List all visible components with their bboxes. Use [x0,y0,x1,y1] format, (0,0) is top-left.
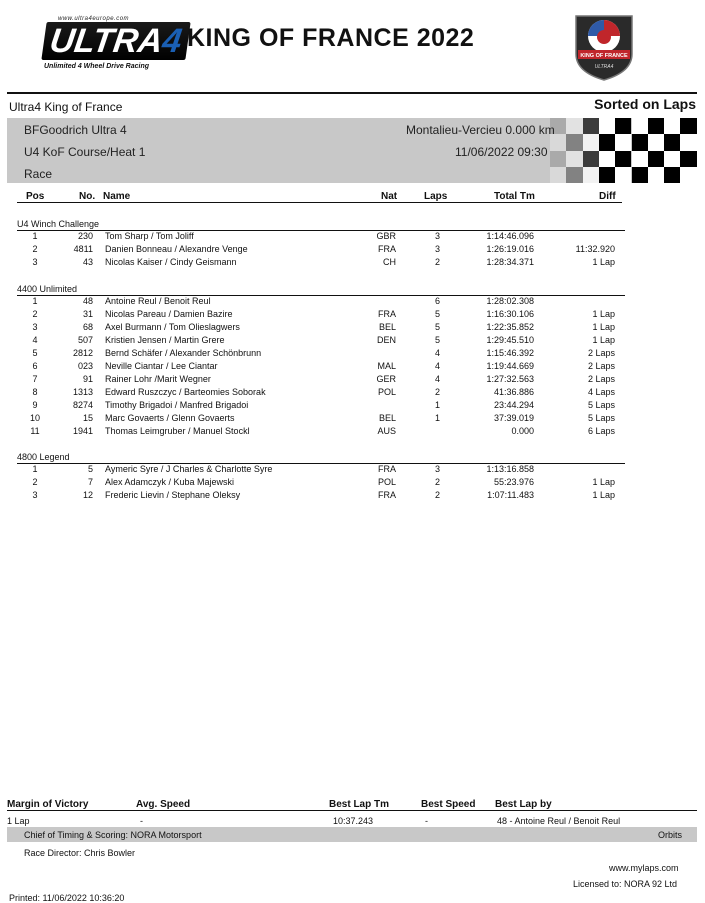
col-no: No. [79,191,96,202]
cell-total-time: 1:28:02.308 [486,296,534,306]
cell-total-time: 1:19:44.669 [486,361,534,371]
table-row [0,322,705,335]
cell-nat: FRA [378,490,396,500]
cell-pos: 3 [32,490,38,500]
table-row [0,374,705,387]
cell-laps: 1 [434,413,440,423]
cell-total-time: 55:23.976 [493,477,534,487]
cell-pos: 1 [32,231,38,241]
cell-diff: 1 Lap [592,257,615,267]
table-row [0,257,705,270]
table-row [0,231,705,244]
cell-pos: 10 [29,413,40,423]
cell-diff: 1 Lap [592,490,615,500]
cell-total-time: 1:15:46.392 [486,348,534,358]
v-best-speed: - [425,816,428,826]
cell-pos: 2 [32,309,38,319]
cell-total-time: 1:26:19.016 [486,244,534,254]
cell-nat: GER [376,374,396,384]
checkered-flag-icon [550,118,697,183]
cell-nat: DEN [376,335,396,345]
cell-number: 507 [77,335,93,345]
cell-laps: 4 [434,348,440,358]
v-best-lap-by: 48 - Antoine Reul / Benoit Reul [497,816,621,826]
cell-number: 1941 [72,426,93,436]
cell-name: Tom Sharp / Tom Joliff [105,231,194,241]
cell-total-time: 0.000 [511,426,534,436]
cell-pos: 11 [30,426,40,436]
cell-nat: FRA [378,309,396,319]
event-name: Ultra4 King of France [9,100,123,114]
cell-pos: 2 [32,477,38,487]
v-avg-speed: - [140,816,143,826]
cell-nat: MAL [377,361,396,371]
cell-pos: 9 [32,400,38,410]
cell-name: Timothy Brigadoi / Manfred Brigadoi [105,400,249,410]
table-row [0,490,705,503]
cell-number: 31 [82,309,93,319]
orbits-label: Orbits [658,830,683,840]
col-diff: Diff [599,191,616,202]
table-row [0,400,705,413]
logo-word: ULTRA [47,22,166,60]
cell-number: 68 [82,322,93,332]
col-name: Name [103,191,131,202]
cell-name: Rainer Lohr /Marit Wegner [105,374,211,384]
cell-total-time: 23:44.294 [493,400,534,410]
group-label: U4 Winch Challenge [17,219,100,229]
cell-total-time: 1:13:16.858 [486,464,534,474]
cell-number: 1313 [72,387,93,397]
cell-name: Danien Bonneau / Alexandre Venge [105,244,248,254]
cell-total-time: 37:39.019 [493,413,534,423]
cell-laps: 5 [434,309,440,319]
cell-nat: GBR [376,231,396,241]
cell-total-time: 1:22:35.852 [486,322,534,332]
cell-name: Alex Adamczyk / Kuba Majewski [105,477,235,487]
badge-sub: ULTRA4 [594,64,614,70]
chief-of-timing: Chief of Timing & Scoring: NORA Motorsport [24,830,202,840]
header-rule [7,92,697,94]
ultra4-logo [41,22,190,60]
col-nat: Nat [381,191,398,202]
cell-diff: 1 Lap [592,335,615,345]
cell-name: Axel Burmann / Tom Olieslagwers [105,322,240,332]
king-of-france-badge-icon [568,10,640,82]
v-best-lap: 10:37.243 [333,816,374,826]
cell-nat: POL [377,387,396,397]
cell-laps: 2 [434,387,440,397]
cell-pos: 3 [32,322,38,332]
badge-title: KING OF FRANCE [580,53,628,59]
cell-number: 4811 [73,244,93,254]
cell-diff: 1 Lap [592,477,615,487]
cell-number: 12 [82,490,93,500]
cell-pos: 6 [32,361,38,371]
group-label: 4800 Legend [17,452,70,462]
cell-number: 230 [77,231,93,241]
website: www.mylaps.com [609,863,679,873]
cell-laps: 5 [434,335,440,345]
cell-nat: POL [377,477,396,487]
table-row [0,296,705,309]
table-row [0,413,705,426]
cell-total-time: 41:36.886 [493,387,534,397]
cell-name: Bernd Schäfer / Alexander Schönbrunn [105,348,262,358]
cell-number: 2812 [72,348,93,358]
cell-laps: 2 [434,490,440,500]
cell-number: 7 [87,477,93,487]
table-row [0,348,705,361]
cell-name: Thomas Leimgruber / Manuel Stockl [105,426,250,436]
table-row [0,244,705,257]
cell-laps: 3 [434,464,440,474]
cell-name: Nicolas Kaiser / Cindy Geismann [105,257,237,267]
cell-name: Frederic Lievin / Stephane Oleksy [105,490,241,500]
cell-diff: 5 Laps [587,400,615,410]
cell-name: Kristien Jensen / Martin Grere [105,335,225,345]
cell-diff: 6 Laps [587,426,615,436]
cell-laps: 6 [434,296,440,306]
page-title: KING OF FRANCE 2022 [187,24,475,52]
h-avg-speed: Avg. Speed [136,799,191,810]
cell-diff: 5 Laps [587,413,615,423]
cell-name: Edward Ruszczyc / Barteomies Soborak [105,387,266,397]
cell-pos: 3 [32,257,38,267]
cell-total-time: 1:29:45.510 [486,335,534,345]
cell-name: Nicolas Pareau / Damien Bazire [105,309,233,319]
cell-pos: 2 [32,244,38,254]
cell-number: 023 [77,361,93,371]
table-row [0,464,705,477]
table-row [0,335,705,348]
cell-laps: 3 [434,244,440,254]
group-label: 4400 Unlimited [17,284,78,294]
cell-diff: 1 Lap [592,322,615,332]
v-margin: 1 Lap [7,816,30,826]
cell-diff: 1 Lap [592,309,615,319]
race-director: Race Director: Chris Bowler [24,848,136,858]
session-type: Race [24,167,53,181]
cell-number: 15 [82,413,93,423]
cell-laps: 3 [434,231,440,241]
cell-total-time: 1:07:11.483 [487,490,534,500]
cell-nat: AUS [377,426,396,436]
cell-diff: 4 Laps [587,387,615,397]
cell-pos: 5 [32,348,38,358]
col-pos: Pos [26,191,45,202]
location: Montalieu-Vercieu 0.000 km [406,123,555,137]
cell-diff: 11:32.920 [575,244,615,254]
cell-total-time: 1:27:32.563 [486,374,534,384]
cell-laps: 4 [434,374,440,384]
cell-number: 91 [82,374,93,384]
footer-rule [7,810,697,811]
h-best-lap: Best Lap Tm [329,799,390,810]
cell-laps: 2 [434,257,440,267]
h-best-lap-by: Best Lap by [495,799,552,810]
cell-name: Aymeric Syre / J Charles & Charlotte Syre [105,464,273,474]
cell-total-time: 1:14:46.096 [486,231,534,241]
cell-name: Neville Ciantar / Lee Ciantar [105,361,218,371]
cell-laps: 1 [434,400,440,410]
table-row [0,309,705,322]
cell-total-time: 1:16:30.106 [486,309,534,319]
table-row [0,426,705,439]
columns-rule [17,202,622,203]
cell-pos: 1 [32,296,38,306]
cell-nat: FRA [378,464,396,474]
cell-pos: 1 [32,464,38,474]
table-row [0,477,705,490]
cell-name: Antoine Reul / Benoit Reul [105,296,211,306]
h-margin: Margin of Victory [7,799,89,810]
logo-url: www.ultra4europe.com [58,16,130,22]
col-total: Total Tm [494,191,535,202]
printed-time: Printed: 11/06/2022 10:36:20 [9,893,125,903]
cell-name: Marc Govaerts / Glenn Govaerts [105,413,235,423]
col-laps: Laps [424,191,448,202]
table-row [0,361,705,374]
course-name: U4 KoF Course/Heat 1 [24,145,146,159]
cell-number: 8274 [72,400,93,410]
cell-nat: BEL [378,413,396,423]
cell-nat: FRA [378,244,396,254]
cell-nat: BEL [378,322,396,332]
h-best-speed: Best Speed [421,799,476,810]
logo-tagline: Unlimited 4 Wheel Drive Racing [44,63,150,70]
cell-number: 43 [82,257,93,267]
cell-laps: 4 [434,361,440,371]
cell-nat: CH [383,257,396,267]
cell-number: 48 [82,296,93,306]
cell-total-time: 1:28:34.371 [486,257,534,267]
cell-laps: 2 [434,477,440,487]
cell-diff: 2 Laps [587,348,615,358]
cell-diff: 2 Laps [587,374,615,384]
series-name: BFGoodrich Ultra 4 [24,123,127,137]
date-time: 11/06/2022 09:30 [455,145,548,159]
cell-number: 5 [87,464,93,474]
cell-pos: 7 [32,374,38,384]
cell-pos: 8 [32,387,38,397]
sorted-label: Sorted on Laps [594,96,696,112]
table-row [0,387,705,400]
license: Licensed to: NORA 92 Ltd [573,879,678,889]
cell-pos: 4 [32,335,38,345]
logo-digit: 4 [160,22,185,60]
cell-diff: 2 Laps [587,361,615,371]
cell-laps: 5 [434,322,440,332]
